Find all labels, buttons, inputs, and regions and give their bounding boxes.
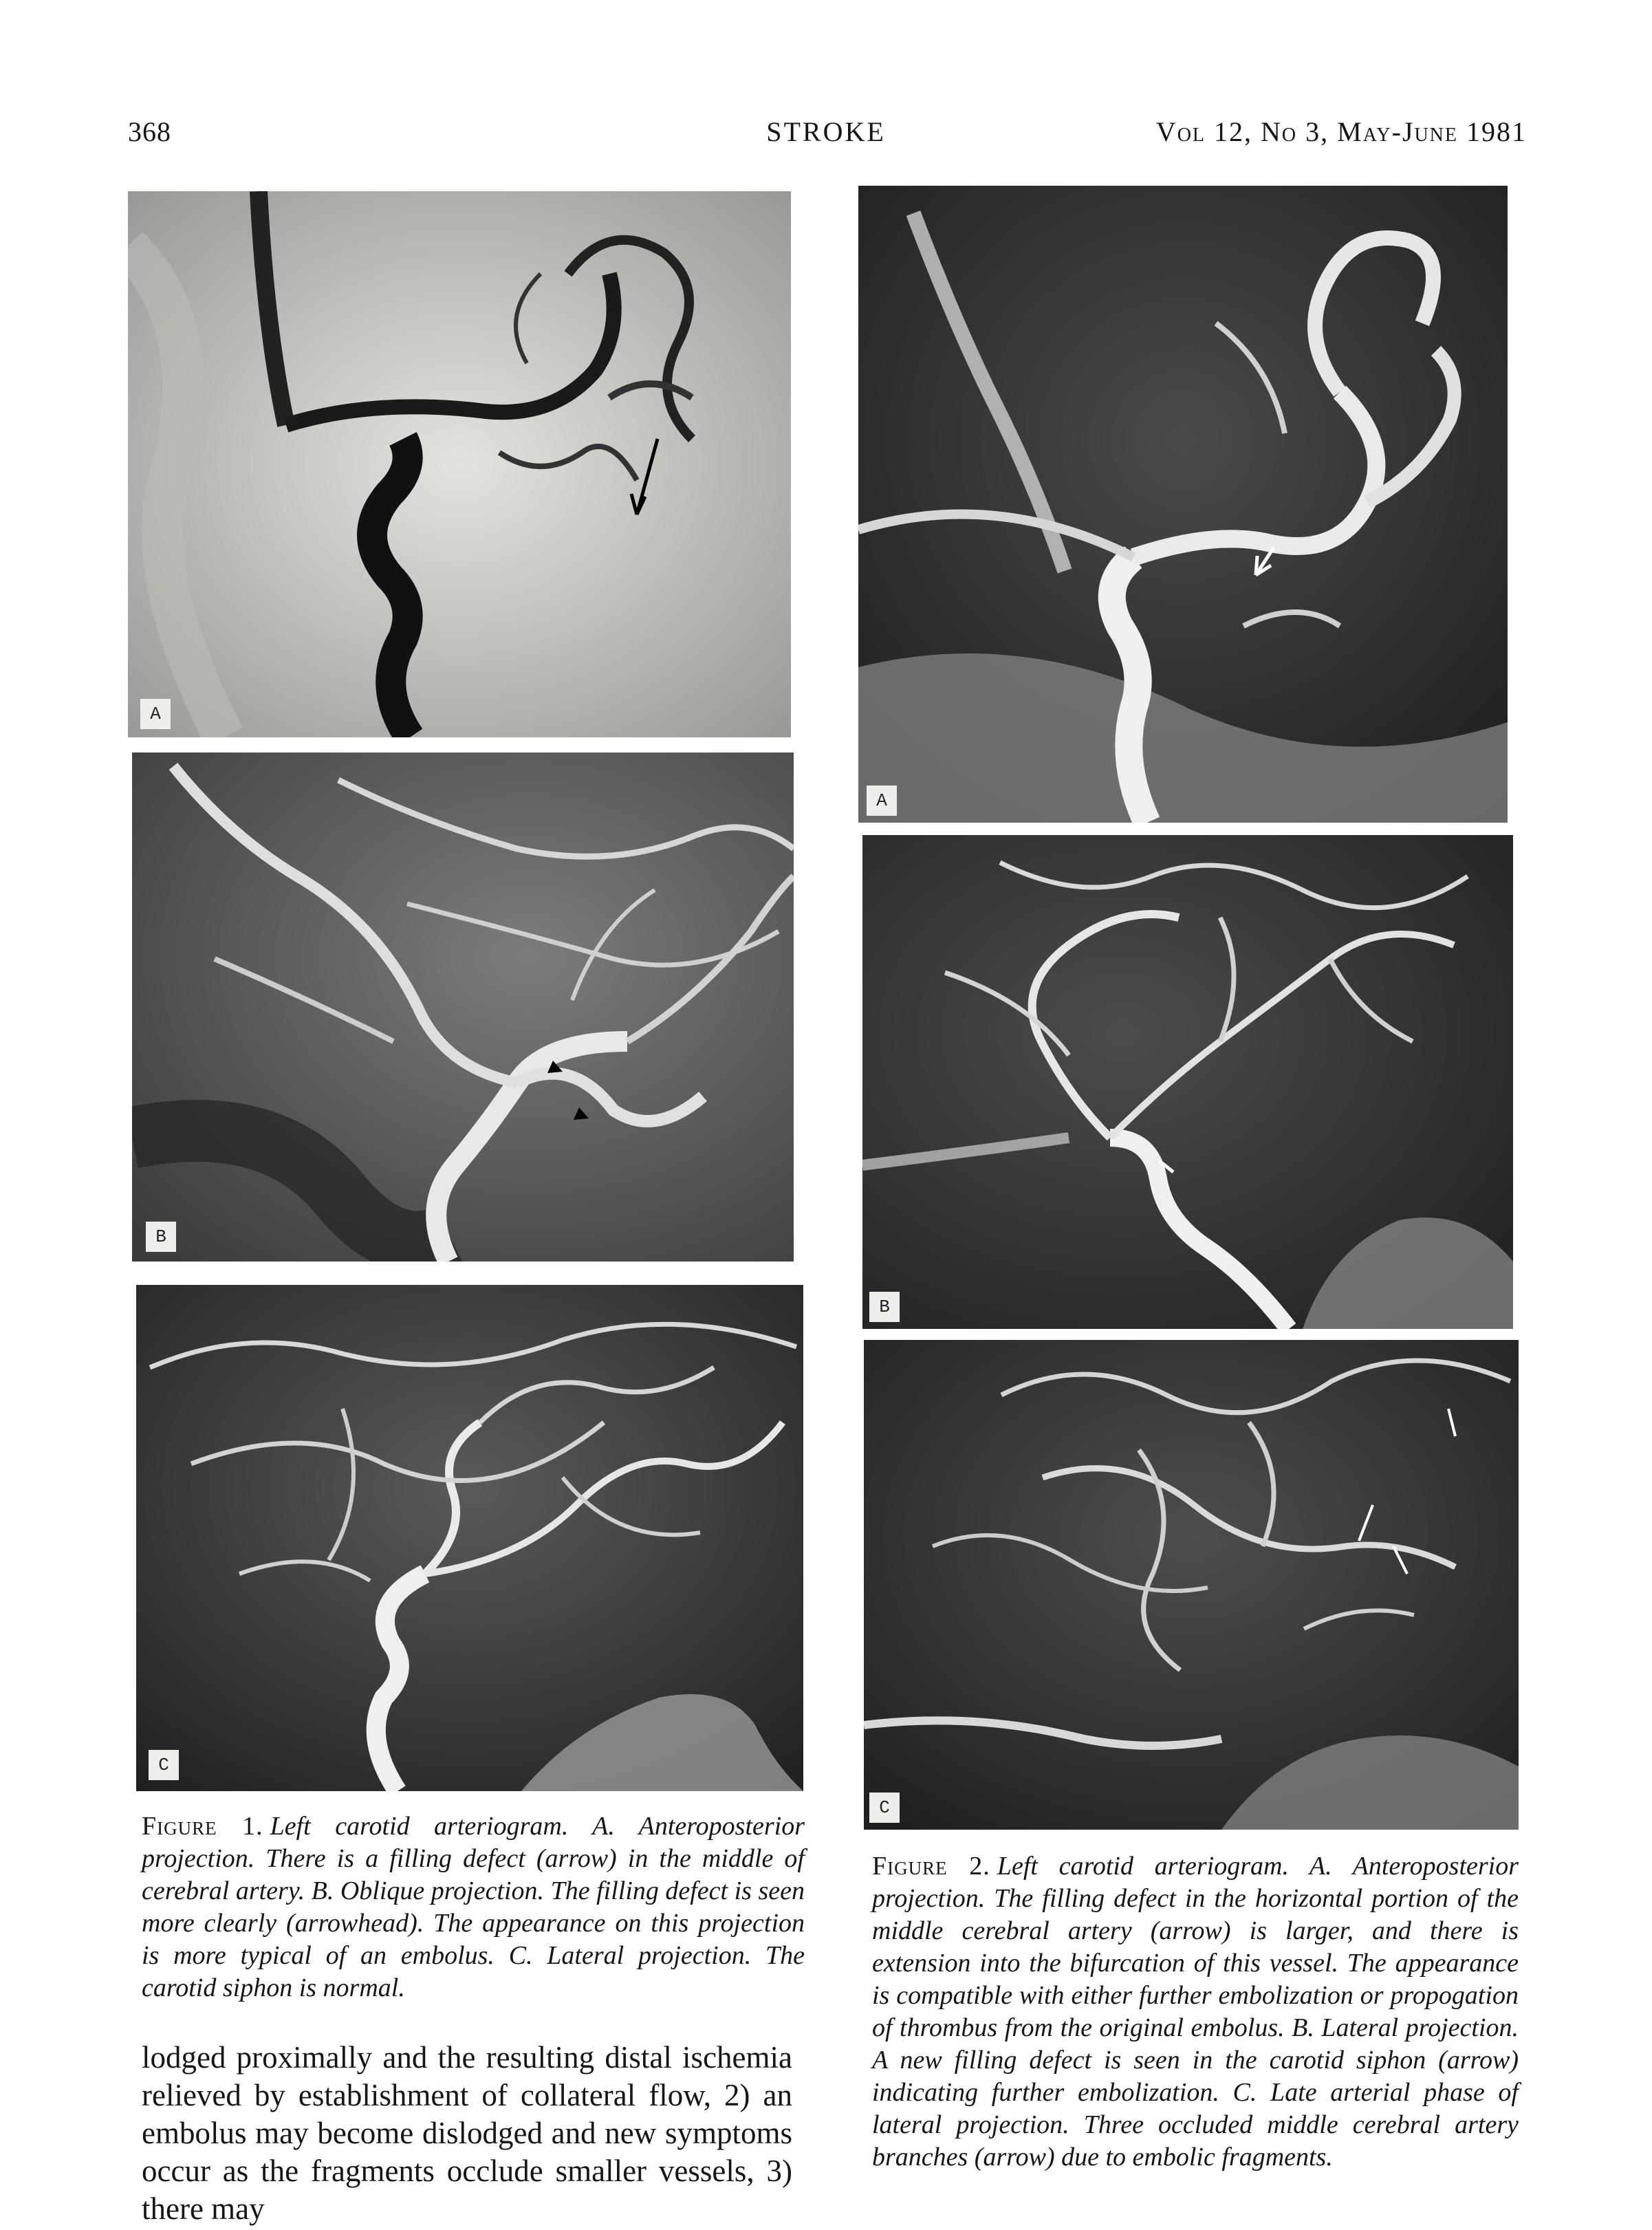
figure1-panel-a (128, 191, 791, 737)
figure1-panel-b (132, 753, 794, 1262)
figure2-panel-a-label: A (867, 786, 897, 816)
body-text: lodged proximally and the resulting distal ischemia relieved by establishment of collateral flow, 2) an embolus may become dislodged and new symptoms occur as the fragments occlude smaller vessels, 3) there may (142, 2040, 792, 2226)
figure2-panel-b-label: B (869, 1292, 900, 1322)
figure1-caption (142, 1810, 805, 2004)
figure1-panel-c (136, 1285, 803, 1791)
figure1-panel-b-image (132, 753, 794, 1262)
figure1-panel-c-image (136, 1285, 803, 1791)
figure1-panel-b-label: B (146, 1222, 176, 1252)
figure2-panel-b (862, 835, 1513, 1329)
figure2-caption-label: Figure 2. (872, 1852, 990, 1881)
figure2-caption (872, 1850, 1519, 2174)
figure2-panel-b-image (862, 835, 1513, 1329)
figure2-panel-c-image (864, 1340, 1519, 1830)
volume-info: Vol 12, No 3, May-June 1981 (1155, 116, 1527, 147)
figure2-panel-c-label: C (869, 1793, 900, 1823)
figure2-panel-c (864, 1340, 1519, 1830)
page-number: 368 (128, 116, 171, 147)
figure1-caption-text: Left carotid arteriogram. A. Anteroposterior projection. There is a filling defect (arrow) in the middle of cerebral artery. B. Oblique projection. The filling defect is seen more clearly (arrowhead). The appearance on this projection is more typical of an embolus. C. Lateral projection. The carotid siphon is normal. (142, 1812, 805, 2002)
figure1-panel-a-image (128, 191, 791, 737)
figure2-panel-a-image (858, 186, 1508, 823)
journal-title: STROKE (766, 116, 886, 147)
figure2-panel-a (858, 186, 1508, 823)
figure2-caption-text: Left carotid arteriogram. A. Anteroposterior projection. The filling defect in the horizontal portion of the middle cerebral artery (arrow) is larger, and there is extension into the bifurcation of this vessel. The appearance is compatible with either further embolization or propogation of thrombus from the original embolus. B. Lateral projection. A new filling defect is seen in the carotid siphon (arrow) indicating further embolization. C. Late arterial phase of lateral projection. Three occluded middle cerebral artery branches (arrow) due to embolic fragments. (872, 1852, 1519, 2172)
figure1-panel-a-label: A (140, 699, 171, 729)
figure1-caption-label: Figure 1. (142, 1812, 263, 1841)
figure1-panel-c-label: C (149, 1750, 179, 1780)
